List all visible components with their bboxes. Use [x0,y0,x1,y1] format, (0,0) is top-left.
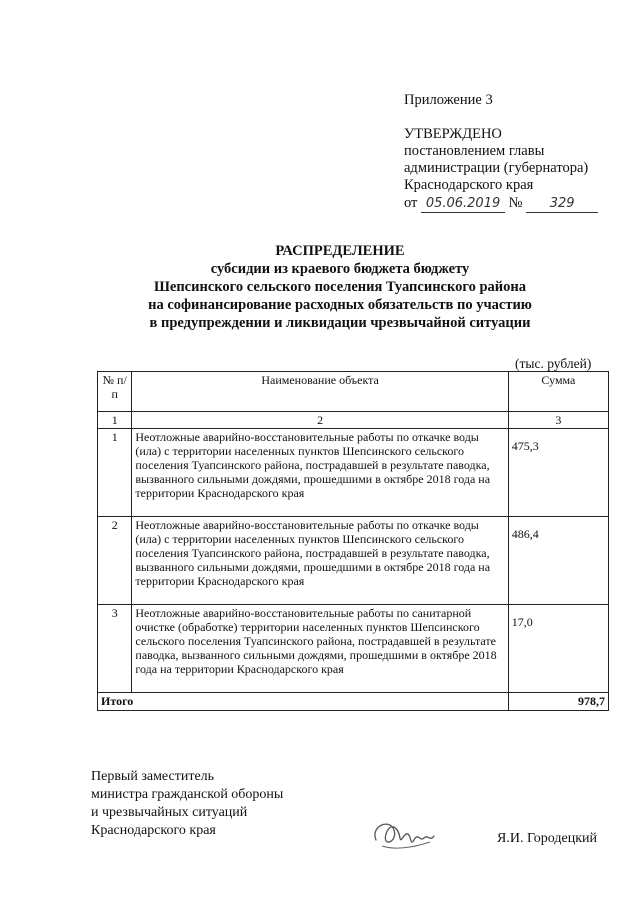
colnum-3: 3 [508,412,608,429]
header-name: Наименование объекта [132,372,508,412]
document-subtitle-2: Шепсинского сельского поселения Туапсинского района [153,279,527,295]
signatory-title-4: Краснодарского края [91,823,216,838]
document-subtitle-3: на софинансирование расходных обязательств по участию [148,297,532,313]
row-num: 1 [98,429,132,517]
colnum-2: 2 [132,412,508,429]
row-num: 2 [98,517,132,605]
row-name: Неотложные аварийно-восстановительные работы по откачке воды (ила) с территории населенных пунктов Шепсинского сельского поселения Туапсинского района, пострадавшей в результате паводка, вызванного сильными дождями, прошедшими в октябре 2018 года на территории Краснодарского края [132,429,508,517]
row-sum: 17,0 [508,605,608,693]
table-row [98,605,609,693]
approval-line-1: постановлением главы [404,143,545,159]
total-sum: 978,7 [508,693,608,711]
document-subtitle-4: в предупреждении и ликвидации чрезвычайной ситуации [149,315,531,331]
header-sum: Сумма [508,372,608,412]
colnum-1: 1 [98,412,132,429]
appendix-label: Приложение 3 [404,92,493,108]
document-title: РАСПРЕДЕЛЕНИЕ [275,243,405,259]
document-subtitle-1: субсидии из краевого бюджета бюджету [210,261,470,277]
row-name: Неотложные аварийно-восстановительные работы по санитарной очистке (обработке) территории населенных пунктов Шепсинского сельского поселения Туапсинского района, пострадавшей в результате паводка, вызванного сильными дождями, прошедшими в октябре 2018 года на территории Краснодарского края [132,605,508,693]
total-label: Итого [98,693,509,711]
signatory-name: Я.И. Городецкий [497,831,598,846]
date-value: 05.06.2019 [421,195,505,213]
date-prefix: от [404,195,418,211]
handwritten-signature [368,812,438,858]
total-row [98,693,609,711]
signatory-title-1: Первый заместитель [91,769,215,784]
number-prefix: № [508,195,523,211]
row-name: Неотложные аварийно-восстановительные работы по откачке воды (ила) с территории населенных пунктов Шепсинского сельского поселения Туапсинского района, пострадавшей в результате паводка, вызванного сильными дождями, прошедшими в октябре 2018 года на территории Краснодарского края [132,517,508,605]
table-header-row [98,372,609,412]
row-sum: 475,3 [508,429,608,517]
number-value: 329 [526,195,598,213]
row-sum: 486,4 [508,517,608,605]
approval-line-3: Краснодарского края [404,177,534,193]
table-row [98,517,609,605]
units-label: (тыс. рублей) [515,356,592,371]
approved-label: УТВЕРЖДЕНО [404,126,502,142]
approval-date-line [404,195,609,213]
distribution-table [97,371,609,711]
table-row [98,429,609,517]
signatory-title-2: министра гражданской обороны [91,787,284,802]
row-num: 3 [98,605,132,693]
header-num: № п/п [98,372,132,412]
column-number-row [98,412,609,429]
signatory-title-3: и чрезвычайных ситуаций [91,805,248,820]
approval-line-2: администрации (губернатора) [404,160,589,176]
